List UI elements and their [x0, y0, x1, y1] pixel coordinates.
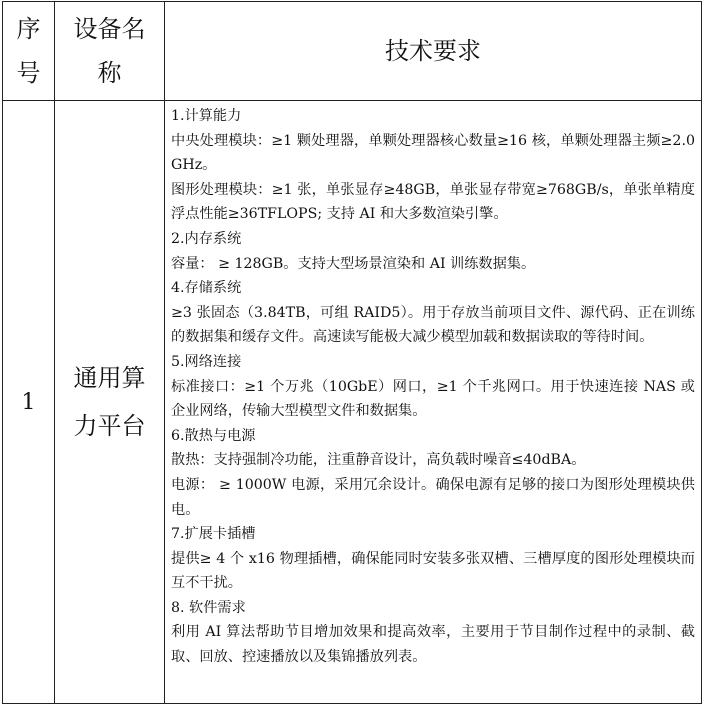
- row-device-name: 通用算力平台: [73, 364, 146, 440]
- req-heading-compute: 1.计算能力: [171, 108, 242, 124]
- req-storage: ≥3 张固态（3.84TB，可组 RAID5）。用于存放当前项目文件、源代码、正在训练的数据集和缓存文件。高速读写能极大减少模型加载和数据读取的等待时间。: [171, 304, 695, 346]
- req-memory-capacity: 容量： ≥ 128GB。支持大型场景渲染和 AI 训练数据集。: [171, 255, 536, 272]
- req-cpu: 中央处理模块：≥1 颗处理器，单颗处理器核心数量≥16 核，单颗处理器主频≥2.0GHz。: [171, 132, 695, 174]
- header-row: [3, 2, 702, 101]
- req-software: 利用 AI 算法帮助节目增加效果和提高效率，主要用于节目制作过程中的录制、截取、回放、控速播放以及集锦播放列表。: [171, 624, 695, 666]
- req-heading-software: 8. 软件需求: [171, 599, 246, 616]
- header-requirements-label: 技术要求: [385, 37, 481, 65]
- row-seq-cell: [3, 101, 55, 704]
- header-seq-cell: [3, 2, 55, 101]
- req-network: 标准接口：≥1 个万兆（10GbE）网口，≥1 个千兆网口。用于快速连接 NAS 或企业网络，传输大型模型文件和数据集。: [171, 378, 695, 420]
- row-seq-value: 1: [21, 389, 36, 415]
- req-heading-storage: 4.存储系统: [171, 280, 242, 297]
- row-requirements-cell: [165, 101, 702, 704]
- req-gpu: 图形处理模块：≥1 张，单张显存≥48GB，单张显存带宽≥768GB/s，单张单精度浮点性能≥36TFLOPS; 支持 AI 和大多数渲染引擎。: [171, 181, 695, 223]
- table-row: [3, 101, 702, 704]
- header-name-cell: [55, 2, 165, 101]
- header-seq-label: 序号: [16, 15, 41, 87]
- req-expansion: 提供≥ 4 个 x16 物理插槽，确保能同时安装多张双槽、三槽厚度的图形处理模块而互不干扰。: [171, 550, 695, 592]
- req-heading-network: 5.网络连接: [171, 353, 242, 370]
- header-name-label: 设备名称: [73, 15, 146, 87]
- req-heading-expansion: 7.扩展卡插槽: [171, 526, 256, 543]
- spec-table: [2, 1, 702, 704]
- req-heading-cooling-power: 6.散热与电源: [171, 427, 256, 444]
- req-heading-memory: 2.内存系统: [171, 230, 242, 247]
- req-cooling: 散热：支持强制冷功能，注重静音设计，高负载时噪音≤40dBA。: [171, 452, 586, 469]
- header-requirements-cell: [165, 2, 702, 101]
- row-name-cell: [55, 101, 165, 704]
- req-power: 电源： ≥ 1000W 电源，采用冗余设计。确保电源有足够的接口为图形处理模块供电。: [171, 476, 695, 518]
